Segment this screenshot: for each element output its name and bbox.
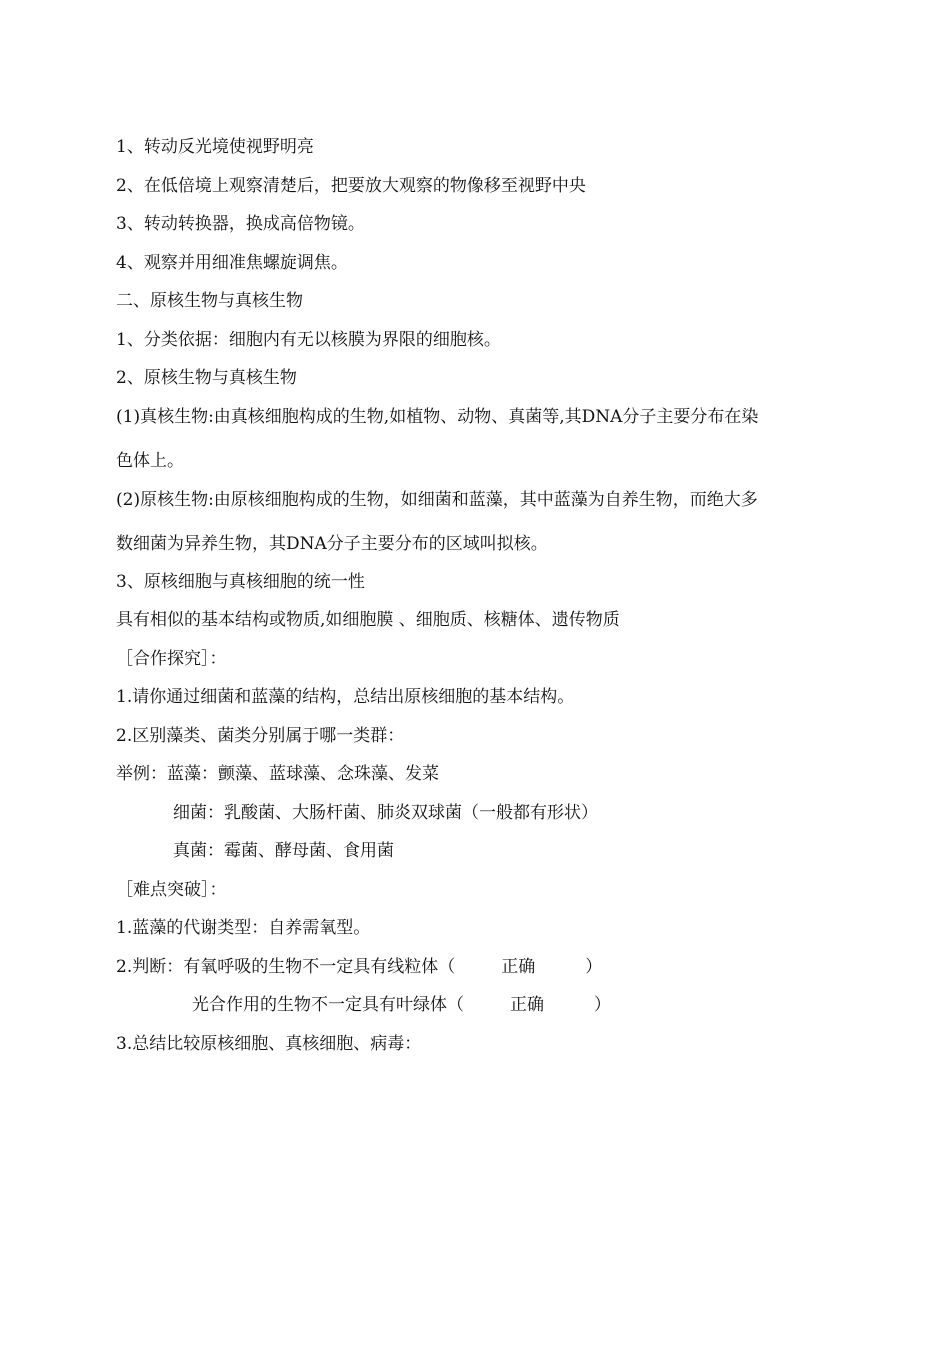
- text-line: 色体上。: [116, 451, 184, 471]
- judgement-line: [192, 994, 611, 1016]
- text-line: 4、观察并用细准焦螺旋调焦。: [116, 253, 348, 273]
- subsection-heading: ［难点突破］：: [116, 880, 227, 900]
- text-line: (2)原核生物:由原核细胞构成的生物，如细菌和蓝藻，其中蓝藻为自养生物，而绝大多: [116, 490, 758, 510]
- text-line: 3、转动转换器，换成高倍物镜。: [116, 214, 365, 234]
- text-line: 2.区别藻类、菌类分别属于哪一类群：: [116, 726, 405, 746]
- text-line: 2、在低倍境上观察清楚后，把要放大观察的物像移至视野中央: [116, 176, 586, 196]
- text-line: 具有相似的基本结构或物质,如细胞膜 、细胞质、核糖体、遗传物质: [116, 610, 620, 630]
- text-line: 数细菌为异养生物，其DNA分子主要分布的区域叫拟核。: [116, 534, 548, 554]
- section-heading: 二、原核生物与真核生物: [116, 291, 303, 311]
- text-line: 3、原核细胞与真核细胞的统一性: [116, 572, 365, 592]
- judgement-answer: 正确: [510, 995, 544, 1015]
- text-line: 1.蓝藻的代谢类型：自养需氧型。: [116, 918, 371, 938]
- text-line: 真菌：霉菌、酵母菌、食用菌: [173, 841, 394, 861]
- judgement-close: ）: [585, 957, 603, 977]
- judgement-text: 2.判断：有氧呼吸的生物不一定具有线粒体（: [116, 957, 456, 977]
- judgement-text: 光合作用的生物不一定具有叶绿体（: [192, 995, 464, 1015]
- subsection-heading: ［合作探究］：: [116, 649, 227, 669]
- text-line: 1、转动反光境使视野明亮: [116, 137, 314, 157]
- judgement-close: ）: [594, 995, 611, 1015]
- text-line: (1)真核生物:由真核细胞构成的生物,如植物、动物、真菌等,其DNA分子主要分布在染: [116, 407, 759, 427]
- text-line: 1、分类依据：细胞内有无以核膜为界限的细胞核。: [116, 330, 501, 350]
- text-line: 举例：蓝藻：颤藻、蓝球藻、念珠藻、发菜: [116, 764, 439, 784]
- text-line: 2、原核生物与真核生物: [116, 368, 297, 388]
- text-line: 细菌：乳酸菌、大肠杆菌、肺炎双球菌（一般都有形状）: [173, 803, 598, 823]
- judgement-answer: 正确: [501, 957, 536, 977]
- text-line: 3.总结比较原核细胞、真核细胞、病毒：: [116, 1034, 422, 1054]
- text-line: 1.请你通过细菌和蓝藻的结构，总结出原核细胞的基本结构。: [116, 687, 575, 707]
- judgement-line: [116, 956, 602, 978]
